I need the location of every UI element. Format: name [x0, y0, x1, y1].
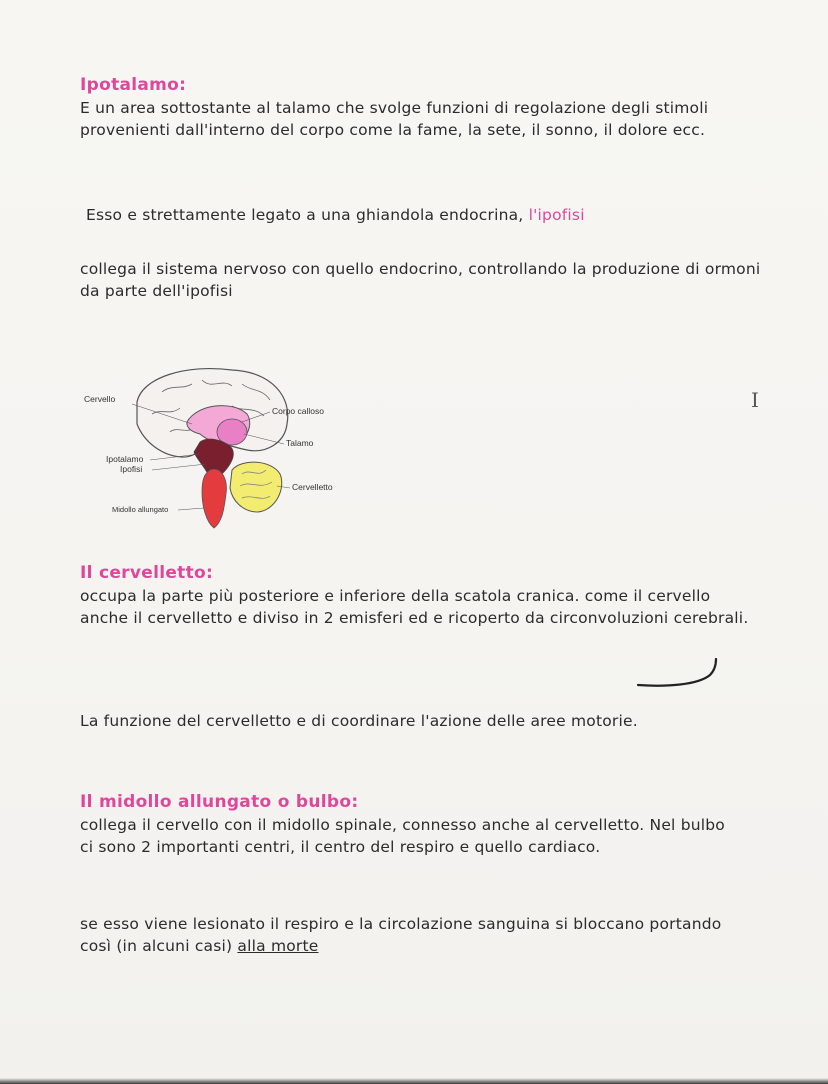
- midollo-paragraph: collega il cervello con il midollo spinale, connesso anche al cervelletto. Nel bulbo ci sono 2 importanti centri, il centro del respiro e quello cardiaco.: [80, 816, 725, 856]
- label-talamo: Talamo: [286, 438, 314, 448]
- brain-diagram: [82, 362, 372, 532]
- cerebellum-shape: [230, 462, 282, 512]
- pen-stroke: [636, 655, 722, 689]
- brain-diagram-svg: [82, 362, 372, 532]
- label-midollo: Midollo allungato: [112, 505, 169, 514]
- coordination-paragraph: La funzione del cervelletto e di coordinare l'azione delle aree motorie.: [80, 712, 638, 730]
- cervelletto-heading: Il cervelletto:: [80, 563, 214, 583]
- text-cursor-icon: I: [751, 388, 759, 412]
- ipofisi-sentence-text: Esso e strettamente legato a una ghiandola endocrina,: [86, 206, 529, 224]
- endocrine-paragraph: collega il sistema nervoso con quello endocrino, controllando la produzione di ormoni da parte dell'ipofisi: [80, 260, 761, 300]
- ipotalamo-heading: Ipotalamo:: [80, 75, 187, 95]
- ipofisi-sentence: [86, 205, 776, 227]
- ipofisi-highlight: l'ipofisi: [528, 206, 585, 224]
- label-cervello: Cervello: [84, 394, 116, 404]
- label-ipotalamo: Ipotalamo: [106, 454, 144, 464]
- label-ipofisi: Ipofisi: [120, 464, 143, 474]
- lesion-text: se esso viene lesionato il respiro e la circolazione sanguina si bloccano portando così (in alcuni casi): [80, 915, 722, 955]
- label-cervelletto: Cervelletto: [292, 482, 333, 492]
- lesion-underlined: alla morte: [237, 936, 319, 955]
- label-corpo-calloso: Corpo calloso: [272, 406, 324, 416]
- midollo-heading: Il midollo allungato o bulbo:: [80, 792, 359, 812]
- cervelletto-paragraph: occupa la parte più posteriore e inferiore della scatola cranica. come il cervello anche il cervelletto e diviso in 2 emisferi ed e ricoperto da circonvoluzioni cerebrali.: [80, 587, 749, 627]
- medulla-shape: [202, 469, 226, 528]
- lesion-paragraph: [80, 914, 740, 957]
- page-bottom-edge: [0, 1078, 828, 1084]
- ipotalamo-paragraph: E un area sottostante al talamo che svolge funzioni di regolazione degli stimoli provenienti dall'interno del corpo come la fame, la sete, il sonno, il dolore ecc.: [80, 99, 709, 139]
